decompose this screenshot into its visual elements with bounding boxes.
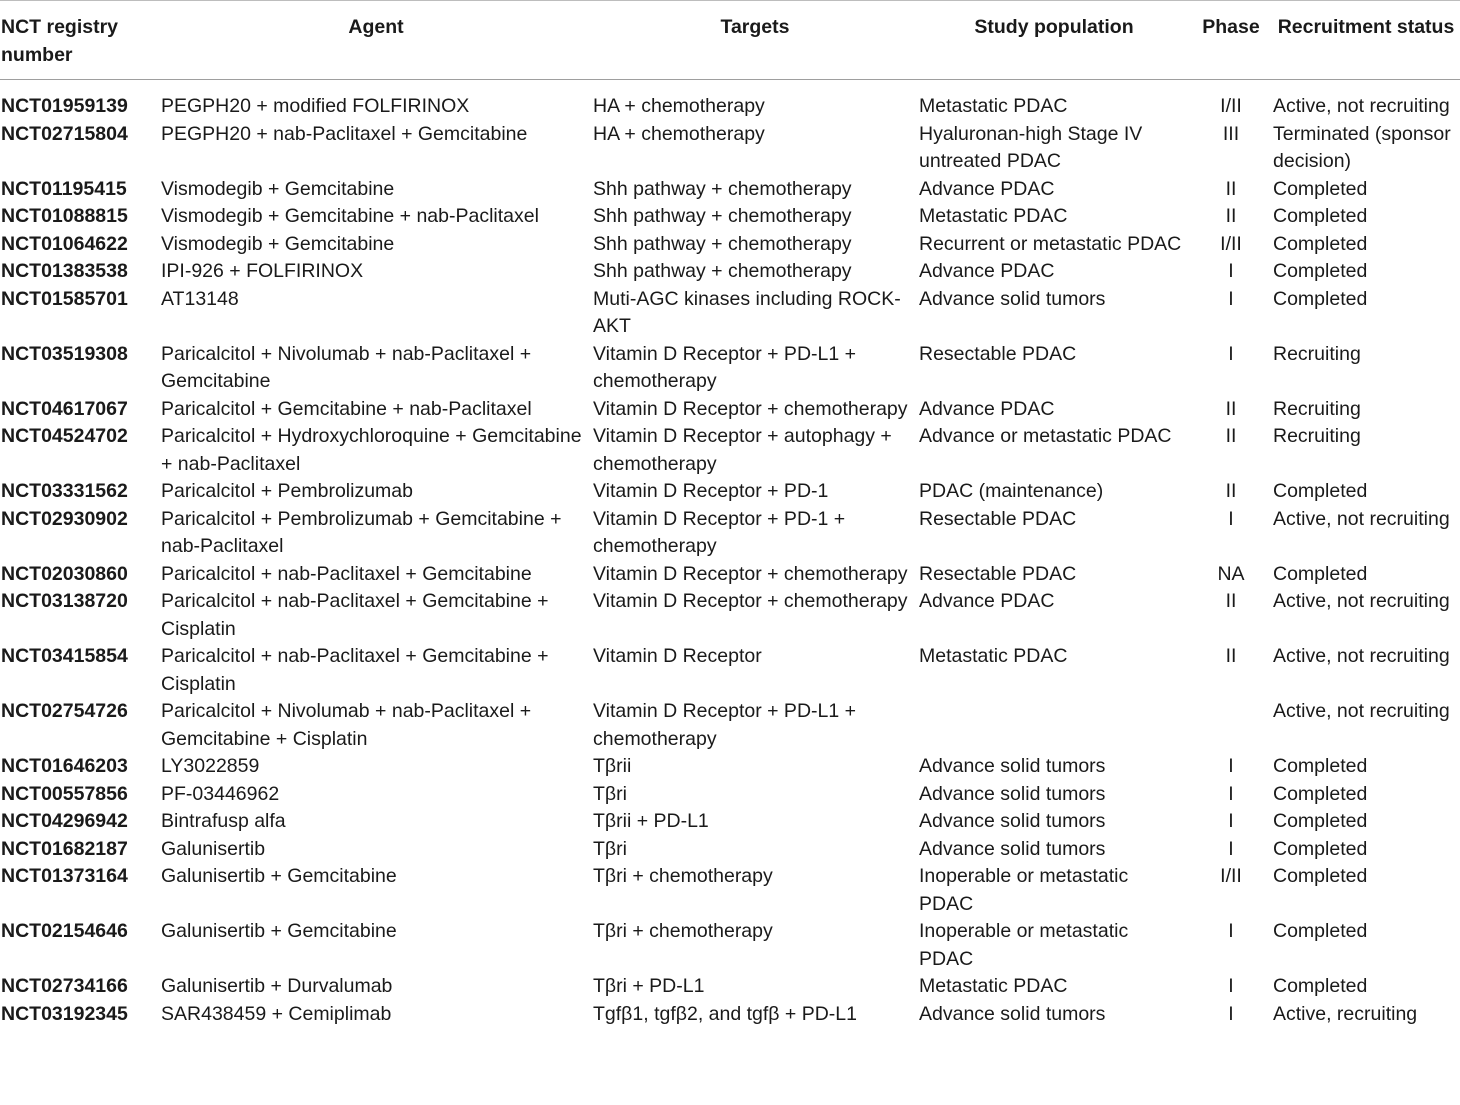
study-population-cell: PDAC (maintenance) [919,480,1104,502]
study-population-cell: Resectable PDAC [919,562,1077,585]
agent-cell: Galunisertib + Gemcitabine [161,920,397,942]
recruitment-status-cell: Completed [1273,480,1368,502]
study-population-cell: Metastatic PDAC [919,95,1068,117]
study-population-cell: Advance PDAC [919,260,1055,282]
study-population-cell: Advance PDAC [919,177,1055,200]
nct-number-cell: NCT02030860 [1,562,128,585]
study-population-cell: Inoperable or metastatic PDAC [919,920,1129,970]
table-row [0,698,1460,753]
nct-number-cell: NCT02930902 [1,507,128,530]
recruitment-status-cell: Completed [1273,562,1368,585]
agent-cell: Vismodegib + Gemcitabine [161,232,395,255]
study-population-cell: Resectable PDAC [919,507,1077,530]
agent-cell: Paricalcitol + nab-Paclitaxel + Gemcitabine [161,562,532,585]
agent-cell: SAR438459 + Cemiplimab [161,1002,392,1025]
phase-cell: II [1225,425,1237,447]
targets-cell: HA + chemotherapy [593,95,765,117]
targets-cell: Muti-AGC kinases including ROCK-AKT [593,287,901,337]
targets-cell: HA + chemotherapy [593,122,765,145]
header-recruitment-status: Recruitment status [1272,1,1460,80]
study-population-cell: Advance solid tumors [919,837,1106,860]
nct-number-cell: NCT01195415 [1,177,127,200]
table-row [0,863,1460,918]
nct-number-cell: NCT01064622 [1,232,128,255]
targets-cell: Vitamin D Receptor + PD-1 [593,480,829,502]
nct-number-cell: NCT01682187 [1,837,128,860]
table-row [0,423,1460,478]
recruitment-status-cell: Completed [1273,260,1368,282]
recruitment-status-cell: Completed [1273,837,1368,860]
study-population-cell [918,698,1190,753]
study-population-cell: Advance solid tumors [919,782,1106,805]
table-row [0,80,1460,121]
table-row [0,836,1460,864]
nct-number-cell: NCT03192345 [1,1002,128,1025]
nct-number-cell: NCT03331562 [1,480,128,502]
recruitment-status-cell: Completed [1273,920,1368,942]
table-row [0,203,1460,231]
agent-cell: Paricalcitol + Hydroxychloroquine + Gemcitabine + nab-Paclitaxel [161,425,582,475]
table-row [0,643,1460,698]
table-body [0,80,1460,1029]
targets-cell: Vitamin D Receptor + chemotherapy [593,562,908,585]
targets-cell: Tβri + PD-L1 [593,975,705,997]
agent-cell: PF-03446962 [161,782,280,805]
agent-cell: PEGPH20 + nab-Paclitaxel + Gemcitabine [161,122,528,145]
phase-cell: I [1228,260,1234,282]
table-row [0,561,1460,589]
phase-cell: I [1228,755,1234,777]
agent-cell: Galunisertib + Durvalumab [161,975,393,997]
phase-cell: II [1225,590,1237,612]
recruitment-status-cell: Active, not recruiting [1273,645,1450,667]
phase-cell: I/II [1220,865,1242,887]
nct-number-cell: NCT03415854 [1,645,128,667]
nct-number-cell: NCT03519308 [1,342,128,365]
targets-cell: Tβri [593,782,627,805]
agent-cell: IPI-926 + FOLFIRINOX [161,260,364,282]
recruitment-status-cell: Completed [1273,975,1368,997]
targets-cell: Vitamin D Receptor + PD-L1 + chemotherapy [593,342,857,392]
study-population-cell: Metastatic PDAC [919,645,1068,667]
nct-number-cell: NCT02754726 [1,700,128,722]
recruitment-status-cell: Recruiting [1273,425,1361,447]
agent-cell: Bintrafusp alfa [161,810,286,832]
targets-cell: Vitamin D Receptor + PD-L1 + chemotherapy [593,700,857,750]
recruitment-status-cell: Completed [1273,755,1368,777]
nct-number-cell: NCT03138720 [1,590,128,612]
table-row [0,341,1460,396]
recruitment-status-cell: Terminated (sponsor decision) [1273,122,1451,172]
phase-cell: I [1228,287,1234,310]
phase-cell: I [1228,920,1234,942]
agent-cell: Paricalcitol + Pembrolizumab + Gemcitabine + nab-Paclitaxel [161,507,562,557]
nct-number-cell: NCT01088815 [1,205,128,227]
study-population-cell: Resectable PDAC [919,342,1077,365]
study-population-cell: Advance solid tumors [919,1002,1106,1025]
phase-cell: NA [1217,562,1245,585]
recruitment-status-cell: Completed [1273,205,1368,227]
recruitment-status-cell: Active, recruiting [1273,1002,1418,1025]
phase-cell: I [1228,810,1234,832]
study-population-cell: Metastatic PDAC [919,205,1068,227]
phase-cell: II [1225,645,1237,667]
study-population-cell: Advance or metastatic PDAC [919,425,1172,447]
agent-cell: Paricalcitol + Pembrolizumab [161,480,413,502]
targets-cell: Vitamin D Receptor + chemotherapy [593,590,908,612]
table-row [0,588,1460,643]
targets-cell: Vitamin D Receptor + PD-1 + chemotherapy [593,507,846,557]
nct-number-cell: NCT04524702 [1,425,128,447]
targets-cell: Tβri + chemotherapy [593,920,773,942]
nct-number-cell: NCT04296942 [1,810,128,832]
table-row [0,753,1460,781]
table-row [0,286,1460,341]
agent-cell: Vismodegib + Gemcitabine + nab-Paclitaxel [161,205,539,227]
nct-number-cell: NCT01959139 [1,95,128,117]
targets-cell: Tβrii + PD-L1 [593,810,709,832]
targets-cell: Tβrii [593,755,632,777]
header-targets: Targets [592,1,918,80]
nct-number-cell: NCT02154646 [1,920,128,942]
targets-cell: Tβri [593,837,627,860]
phase-cell: I [1228,975,1234,997]
nct-number-cell: NCT01585701 [1,287,128,310]
phase-cell: III [1222,122,1240,145]
nct-number-cell: NCT00557856 [1,782,128,805]
table-row [0,808,1460,836]
study-population-cell: Advance PDAC [919,397,1055,420]
phase-cell: I [1228,1002,1234,1025]
targets-cell: Tgfβ1, tgfβ2, and tgfβ + PD-L1 [593,1002,857,1025]
phase-cell [1190,698,1272,753]
agent-cell: PEGPH20 + modified FOLFIRINOX [161,95,470,117]
table-row [0,231,1460,259]
recruitment-status-cell: Active, not recruiting [1273,507,1450,530]
study-population-cell: Advance solid tumors [919,287,1106,310]
recruitment-status-cell: Completed [1273,287,1368,310]
header-phase: Phase [1190,1,1272,80]
phase-cell: II [1225,480,1237,502]
recruitment-status-cell: Completed [1273,865,1368,887]
agent-cell: Galunisertib + Gemcitabine [161,865,397,887]
phase-cell: II [1225,205,1237,227]
phase-cell: I [1228,837,1234,860]
study-population-cell: Hyaluronan-high Stage IV untreated PDAC [919,122,1143,172]
study-population-cell: Advance solid tumors [919,810,1106,832]
study-population-cell: Recurrent or metastatic PDAC [919,232,1182,255]
table-row [0,258,1460,286]
table-row [0,478,1460,506]
study-population-cell: Advance solid tumors [919,755,1106,777]
agent-cell: AT13148 [161,287,239,310]
header-nct: NCT registry number [0,1,160,80]
targets-cell: Shh pathway + chemotherapy [593,260,852,282]
recruitment-status-cell: Active, not recruiting [1273,590,1450,612]
agent-cell: Galunisertib [161,837,266,860]
study-population-cell: Advance PDAC [919,590,1055,612]
phase-cell: I [1228,342,1234,365]
agent-cell: Paricalcitol + Nivolumab + nab-Paclitaxel + Gemcitabine [161,342,532,392]
recruitment-status-cell: Recruiting [1273,342,1361,365]
agent-cell: Paricalcitol + nab-Paclitaxel + Gemcitabine + Cisplatin [161,590,549,640]
phase-cell: II [1225,397,1237,420]
study-population-cell: Metastatic PDAC [919,975,1068,997]
table-row [0,506,1460,561]
targets-cell: Tβri + chemotherapy [593,865,773,887]
header-agent: Agent [160,1,592,80]
header-row [0,1,1460,80]
targets-cell: Shh pathway + chemotherapy [593,232,852,255]
agent-cell: Vismodegib + Gemcitabine [161,177,395,200]
table-row [0,121,1460,176]
recruitment-status-cell: Recruiting [1273,397,1361,420]
agent-cell: Paricalcitol + Nivolumab + nab-Paclitaxel + Gemcitabine + Cisplatin [161,700,532,750]
recruitment-status-cell: Active, not recruiting [1273,700,1450,722]
recruitment-status-cell: Completed [1273,782,1368,805]
targets-cell: Vitamin D Receptor + autophagy + chemotherapy [593,425,892,475]
table-row [0,396,1460,424]
table-row [0,176,1460,204]
nct-number-cell: NCT01373164 [1,865,128,887]
phase-cell: II [1225,177,1237,200]
nct-number-cell: NCT01383538 [1,260,128,282]
agent-cell: Paricalcitol + nab-Paclitaxel + Gemcitabine + Cisplatin [161,645,549,695]
agent-cell: LY3022859 [161,755,260,777]
targets-cell: Vitamin D Receptor + chemotherapy [593,397,908,420]
table-row [0,1001,1460,1029]
header-study-population: Study population [918,1,1190,80]
phase-cell: I/II [1220,232,1242,255]
targets-cell: Shh pathway + chemotherapy [593,177,852,200]
recruitment-status-cell: Completed [1273,232,1368,255]
targets-cell: Vitamin D Receptor [593,645,762,667]
phase-cell: I [1228,782,1234,805]
study-population-cell: Inoperable or metastatic PDAC [919,865,1129,915]
recruitment-status-cell: Completed [1273,177,1368,200]
phase-cell: I [1228,507,1234,530]
recruitment-status-cell: Active, not recruiting [1273,95,1450,117]
nct-number-cell: NCT04617067 [1,397,128,420]
nct-number-cell: NCT01646203 [1,755,128,777]
table-row [0,918,1460,973]
nct-number-cell: NCT02734166 [1,975,128,997]
nct-number-cell: NCT02715804 [1,122,128,145]
agent-cell: Paricalcitol + Gemcitabine + nab-Paclitaxel [161,397,532,420]
table-row [0,781,1460,809]
phase-cell: I/II [1220,95,1242,117]
table-row [0,973,1460,1001]
targets-cell: Shh pathway + chemotherapy [593,205,852,227]
recruitment-status-cell: Completed [1273,810,1368,832]
